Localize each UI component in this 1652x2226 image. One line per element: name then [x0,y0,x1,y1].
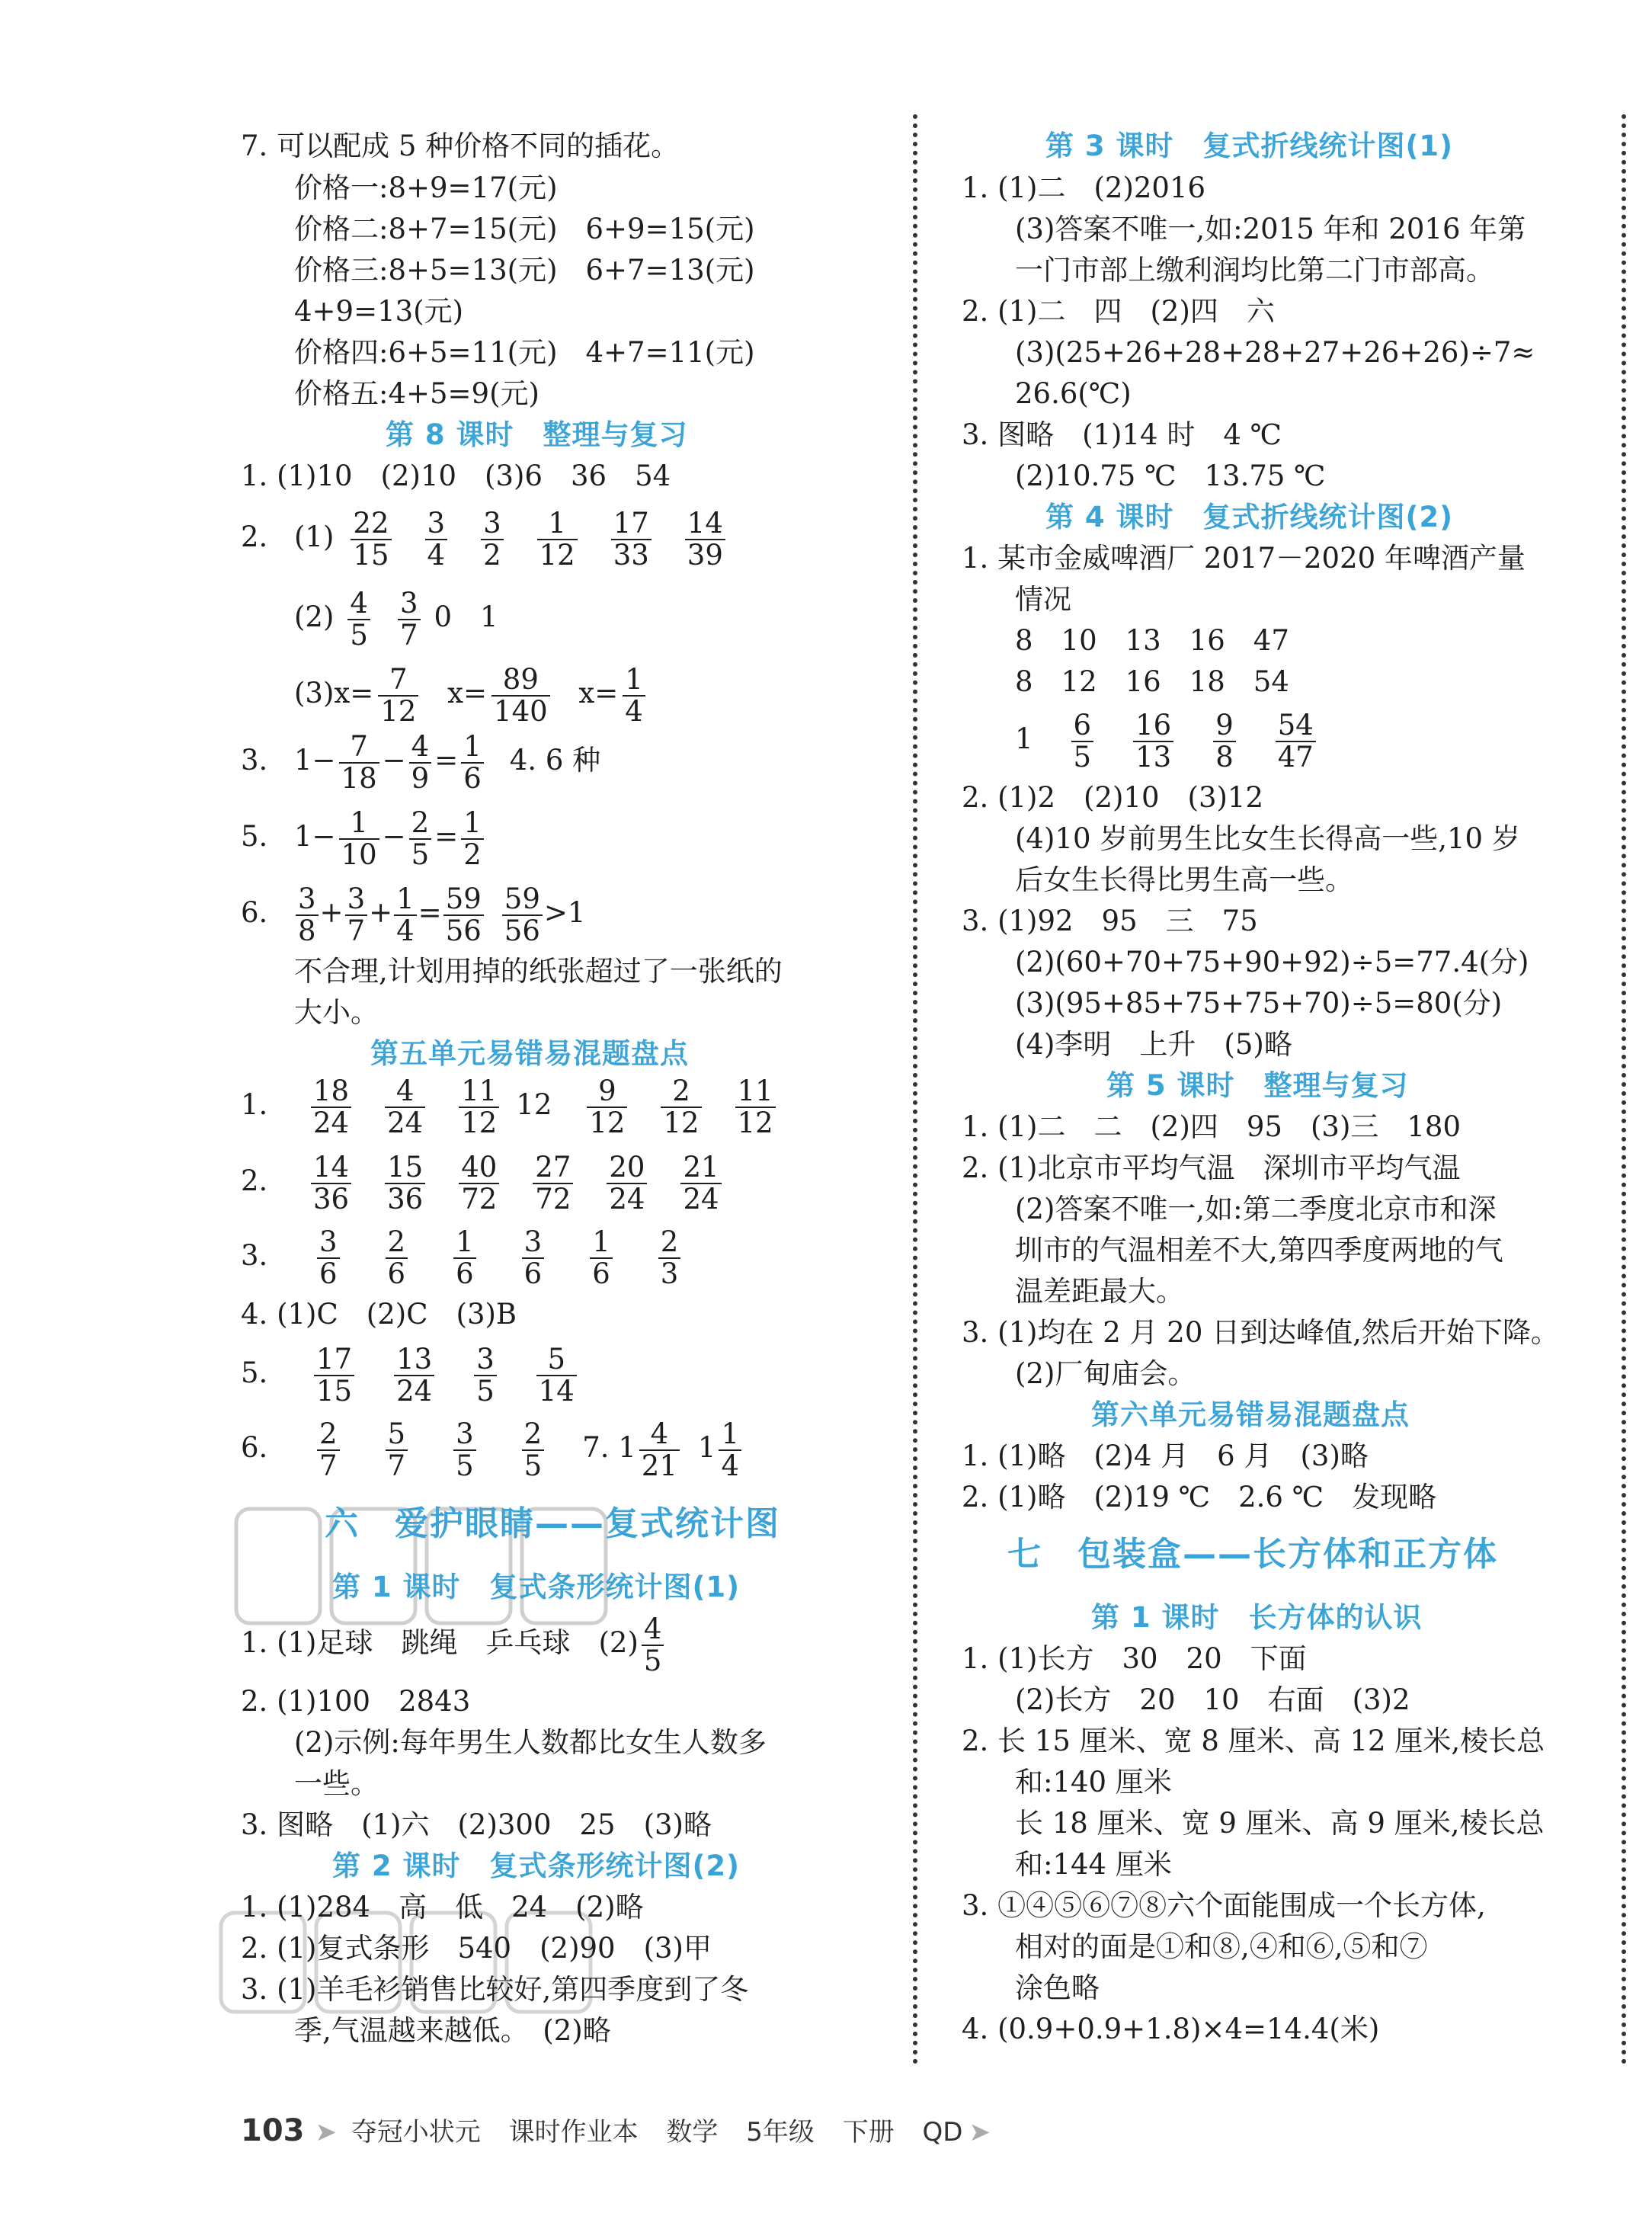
equation-text: x= [334,677,374,709]
equation-text: = [434,820,459,853]
question-number: 6. [241,1431,268,1464]
denominator: 15 [353,538,389,572]
denominator: 39 [687,538,723,572]
answer-line: 大小。 [294,996,379,1029]
denominator: 24 [313,1106,350,1139]
denominator: 4 [625,694,643,728]
answer-line: 8 12 16 18 54 [1015,665,1289,698]
numerator: 4 [642,1614,664,1646]
answer-line: 和:144 厘米 [1015,1848,1172,1881]
fraction [491,662,550,728]
answer-line: 2. (1)100 2843 [241,1685,471,1718]
denominator: 24 [387,1106,424,1139]
numerator: 54 [1276,710,1316,742]
numerator: 14 [311,1152,351,1184]
numerator: 16 [1133,710,1173,742]
denominator: 7 [347,914,366,947]
fraction [459,1076,499,1139]
numerator: 18 [311,1076,351,1108]
answer-line: 和:140 厘米 [1015,1766,1172,1798]
answer-line: 3. (1)92 95 三 75 [962,905,1258,937]
denominator: 7 [387,1449,406,1482]
fraction [345,884,368,946]
answer-line: 涂色略 [1015,1971,1100,2004]
question-number: 2. [241,520,268,553]
denominator: 12 [539,538,575,572]
section-heading: 第 4 课时 复式折线统计图(2) [1045,501,1454,533]
denominator: 7 [399,618,418,652]
fraction [385,1076,425,1139]
equation-text: − [382,820,406,853]
fraction [339,729,379,795]
numerator: 11 [459,1076,499,1108]
answer-text: 1 [1015,722,1033,755]
arrow-icon: ➤ [315,2117,337,2148]
answer-line: (2)(60+70+75+90+92)÷5=77.4(分) [1015,946,1529,978]
numerator: 1 [339,808,379,840]
page-number: 103 [241,2113,305,2148]
answer-line: 2. (1)复式条形 540 (2)90 (3)甲 [241,1932,712,1965]
denominator: 24 [396,1374,433,1408]
answer-line: 价格二:8+7=15(元) 6+9=15(元) [294,213,755,245]
fraction [378,662,418,728]
answer-line [241,1225,703,1290]
denominator: 5 [411,838,430,871]
denominator: 72 [461,1182,498,1215]
part-label: (1) [294,520,335,553]
fraction [522,1419,545,1481]
right-edge-divider [1622,114,1626,2065]
fraction [536,1344,577,1407]
column-divider [913,114,917,2065]
numerator: 2 [661,1076,701,1108]
answer-text: 1 [697,1431,716,1464]
fraction [461,729,484,795]
question-number: 7. 1 [582,1431,636,1464]
equation-text: = [418,896,442,929]
answer-line: 4. (0.9+0.9+1.8)×4=14.4(米) [962,2013,1380,2045]
denominator: 56 [445,914,482,947]
fraction [409,729,432,795]
question-number: 5. [241,1356,268,1389]
fraction [317,1227,340,1289]
numerator: 1 [461,808,484,840]
answer-line: 一些。 [294,1767,379,1800]
fraction [398,588,421,651]
numerator: 4 [409,732,432,764]
answer-line: 情况 [1015,583,1071,616]
numerator: 1 [537,508,578,540]
fraction [409,808,432,870]
numerator: 22 [351,508,391,540]
denominator: 14 [538,1374,575,1408]
numerator: 17 [314,1344,354,1376]
denominator: 10 [341,838,377,871]
denominator: 7 [319,1449,338,1482]
fraction [685,508,725,571]
denominator: 12 [663,1106,700,1139]
fraction [533,1152,573,1215]
numerator: 13 [394,1344,434,1376]
equation-text: − [382,744,406,777]
numerator: 3 [453,1419,476,1451]
denominator: 2 [463,838,482,871]
fraction [642,1614,664,1677]
answer-line: (3)(95+85+75+75+70)÷5=80(分) [1015,987,1503,1020]
answer-line [241,586,498,652]
section-heading: 第六单元易错易混题盘点 [1091,1398,1410,1431]
fraction [587,1076,627,1139]
fraction [311,1152,351,1215]
numerator: 1 [461,732,484,764]
edition: QD [922,2117,963,2148]
numerator: 1 [719,1419,741,1451]
numerator: 3 [522,1227,545,1259]
answer-line [241,806,487,871]
book-title: 课时作业本 [508,2117,639,2148]
numerator: 2 [386,1227,408,1259]
brand-name: 夺冠小状元 [351,2117,481,2148]
denominator: 72 [535,1182,571,1215]
denominator: 13 [1135,740,1172,773]
fraction [474,1344,497,1407]
denominator: 6 [592,1257,610,1290]
answer-line: 一门市部上缴利润均比第二门市部高。 [1015,254,1494,287]
fraction [639,1419,680,1481]
denominator: 5 [350,618,368,652]
arrow-icon: ➤ [968,2117,991,2148]
answer-line: 1. (1)284 高 低 24 (2)略 [241,1891,644,1923]
equation-text: = [434,744,459,777]
fraction [339,808,379,870]
denominator: 15 [316,1374,353,1408]
answer-line: 2. (1)北京市平均气温 深圳市平均气温 [962,1151,1461,1184]
denominator: 6 [456,1257,474,1290]
numerator: 2 [317,1419,340,1451]
answer-line: 温差距最大。 [1015,1275,1184,1308]
grade: 5年级 [746,2117,815,2148]
answer-line: 1. (1)二 二 (2)四 95 (3)三 180 [962,1110,1461,1143]
answer-text: 1. (1)足球 跳绳 乒乓球 (2) [241,1626,639,1659]
answer-line: 价格一:8+9=17(元) [294,171,558,204]
denominator: 3 [660,1257,679,1290]
denominator: 36 [387,1182,424,1215]
fraction [719,1419,741,1481]
denominator: 140 [494,694,548,728]
answer-line: 1. 某市金威啤酒厂 2017－2020 年啤酒产量 [962,542,1526,575]
question-number: 5. [241,820,268,853]
part-label: (2) [294,601,335,633]
numerator: 17 [611,508,652,540]
answer-line [241,1074,792,1139]
fraction [1213,710,1236,773]
answer-line: 相对的面是①和⑧,④和⑥,⑤和⑦ [1015,1930,1428,1963]
fraction [443,884,484,946]
question-number: 6. [241,896,268,929]
denominator: 8 [298,914,316,947]
subject: 数学 [666,2117,719,2148]
answer-line [962,708,1336,773]
fraction [1071,710,1094,773]
denominator: 24 [683,1182,719,1215]
numerator: 3 [481,508,504,540]
answer-line [241,1417,744,1482]
fraction [296,884,319,946]
denominator: 33 [613,538,649,572]
answer-line [241,662,650,728]
numerator: 11 [735,1076,776,1108]
fraction [481,508,504,571]
fraction [394,884,417,946]
denominator: 36 [313,1182,350,1215]
answer-line: 3. 图略 (1)14 时 4 ℃ [962,418,1282,451]
fraction [461,808,484,870]
section-heading: 第五单元易错易混题盘点 [370,1037,689,1070]
denominator: 9 [411,761,430,795]
answer-line [241,506,742,572]
answer-line: 8 10 13 16 47 [1015,624,1289,657]
answer-line: 1. (1)略 (2)4 月 6 月 (3)略 [962,1440,1369,1472]
part-label: (3) [294,677,335,709]
answer-line: 3. (1)均在 2 月 20 日到达峰值,然后开始下降。 [962,1316,1559,1349]
denominator: 12 [589,1106,626,1139]
answer-line: 2. 长 15 厘米、宽 8 厘米、高 12 厘米,棱长总 [962,1725,1545,1757]
answer-line: 3. ①④⑤⑥⑦⑧六个面能围成一个长方体, [962,1889,1486,1922]
denominator: 24 [609,1182,645,1215]
numerator: 40 [459,1152,499,1184]
question-number: 3. [241,1239,268,1272]
answer-line: 1. (1)长方 30 20 下面 [962,1642,1307,1675]
numerator: 59 [502,884,543,916]
denominator: 6 [463,761,482,795]
equation-text: + [369,896,393,929]
answer-line: (2)示例:每年男生人数都比女生人数多 [294,1726,767,1759]
answer-line: 价格四:6+5=11(元) 4+7=11(元) [294,336,755,369]
question-number: 2. [241,1164,268,1197]
fraction [611,508,652,571]
fraction [590,1227,613,1289]
fraction [680,1152,721,1215]
answer-line [241,882,586,947]
section-heading: 第 2 课时 复式条形统计图(2) [332,1850,741,1882]
answer-line: 后女生长得比男生高一些。 [1015,863,1353,896]
fraction [351,508,391,571]
fraction [311,1076,351,1139]
equation-text: x= [447,677,488,709]
denominator: 8 [1215,740,1234,773]
numerator: 3 [317,1227,340,1259]
numerator: 15 [385,1152,425,1184]
fraction [1276,710,1316,773]
answer-line: 长 18 厘米、宽 9 厘米、高 9 厘米,棱长总 [1015,1807,1545,1840]
answer-line: (2)长方 20 10 右面 (3)2 [1015,1683,1410,1716]
numerator: 9 [587,1076,627,1108]
denominator: 6 [387,1257,406,1290]
equation-text: 1− [294,820,336,853]
fraction [607,1152,647,1215]
term: 下册 [842,2117,895,2148]
answer-line: 4. (1)C (2)C (3)B [241,1298,517,1331]
fraction [735,1076,776,1139]
denominator: 5 [456,1449,474,1482]
answer-line: (4)10 岁前男生比女生长得高一些,10 岁 [1015,822,1520,855]
denominator: 21 [641,1449,677,1482]
answer-line: 价格三:8+5=13(元) 6+7=13(元) [294,254,755,287]
numerator: 2 [658,1227,681,1259]
fraction [347,588,370,651]
answer-text: 0 1 [434,601,498,633]
fraction [658,1227,681,1289]
numerator: 2 [409,808,432,840]
denominator: 5 [476,1374,495,1408]
numerator: 1 [623,665,645,697]
unit-heading: 六 爱护眼睛——复式统计图 [325,1504,780,1543]
answer-line: (3)(25+26+28+28+27+26+26)÷7≈ [1015,336,1535,369]
fraction [314,1344,354,1407]
section-heading: 第 1 课时 长方体的认识 [1091,1601,1423,1634]
answer-line [241,1612,667,1677]
denominator: 12 [737,1106,773,1139]
answer-line: (2)厂甸庙会。 [1015,1357,1196,1390]
answer-line: 1. (1)10 (2)10 (3)6 36 54 [241,460,671,492]
fraction [394,1344,434,1407]
denominator: 4 [396,914,415,947]
numerator: 59 [443,884,484,916]
fraction [385,1152,425,1215]
numerator: 3 [296,884,319,916]
numerator: 89 [491,665,550,697]
numerator: 3 [345,884,368,916]
denominator: 12 [380,694,417,728]
numerator: 7 [339,732,379,764]
answer-line: 2. (1)二 四 (2)四 六 [962,295,1275,328]
numerator: 14 [685,508,725,540]
answer-line: 7. 可以配成 5 种价格不同的插花。 [241,130,680,162]
question-number: 3. [241,744,268,777]
equation-text: x= [578,677,619,709]
numerator: 27 [533,1152,573,1184]
question-number: 1. [241,1088,268,1121]
numerator: 4 [385,1076,425,1108]
answer-line: 3. (1)羊毛衫销售比较好,第四季度到了冬 [241,1973,749,2006]
unit-heading: 七 包装盒——长方体和正方体 [1007,1535,1498,1574]
denominator: 6 [319,1257,338,1290]
answer-line: 4+9=13(元) [294,295,464,328]
page-footer [241,2111,997,2148]
numerator: 1 [453,1227,476,1259]
section-heading: 第 5 课时 整理与复习 [1106,1069,1409,1102]
answer-line: 26.6(℃) [1015,377,1132,410]
fraction [453,1227,476,1289]
equation-text: >1 [543,896,586,929]
answer-line: 2. (1)2 (2)10 (3)12 [962,781,1263,814]
fraction [459,1152,499,1215]
fraction [537,508,578,571]
numerator: 7 [378,665,418,697]
answer-line: (2)答案不唯一,如:第二季度北京市和深 [1015,1193,1497,1225]
fraction [317,1419,340,1481]
numerator: 1 [394,884,417,916]
answer-line [241,1342,597,1408]
denominator: 5 [523,1449,543,1482]
answer-line: 3. 图略 (1)六 (2)300 25 (3)略 [241,1808,712,1841]
numerator: 4 [639,1419,680,1451]
denominator: 5 [1073,740,1092,773]
fraction [522,1227,545,1289]
denominator: 4 [427,538,446,572]
answer-line: (3)答案不唯一,如:2015 年和 2016 年第 [1015,213,1526,245]
section-heading: 第 8 课时 整理与复习 [386,418,688,451]
denominator: 18 [341,761,377,795]
answer-line [241,1150,738,1215]
numerator: 6 [1071,710,1094,742]
equation-text: + [319,896,344,929]
fraction [453,1419,476,1481]
numerator: 5 [536,1344,577,1376]
numerator: 3 [425,508,448,540]
answer-line: 圳市的气温相差不大,第四季度两地的气 [1015,1234,1503,1267]
answer-line: 2. (1)略 (2)19 ℃ 2.6 ℃ 发现略 [962,1481,1437,1513]
fraction [502,884,543,946]
numerator: 5 [386,1419,408,1451]
numerator: 4 [347,588,370,620]
numerator: 21 [680,1152,721,1184]
answer-line: 不合理,计划用掉的纸张超过了一张纸的 [294,955,783,988]
fraction [1133,710,1173,773]
answer-line: (2)10.75 ℃ 13.75 ℃ [1015,460,1326,492]
denominator: 4 [721,1449,739,1482]
answer-text: 12 [516,1088,552,1121]
answer-line: 价格五:4+5=9(元) [294,377,539,410]
denominator: 2 [483,538,501,572]
denominator: 56 [504,914,540,947]
numerator: 3 [398,588,421,620]
fraction [386,1227,408,1289]
denominator: 47 [1277,740,1314,773]
answer-text: 4. 6 种 [509,744,601,777]
answer-line: 季,气温越来越低。 (2)略 [294,2014,611,2047]
answer-line [241,729,601,795]
numerator: 3 [474,1344,497,1376]
numerator: 2 [522,1419,545,1451]
equation-text: 1− [294,744,336,777]
numerator: 1 [590,1227,613,1259]
answer-line: 1. (1)二 (2)2016 [962,171,1206,204]
denominator: 12 [461,1106,498,1139]
section-heading: 第 3 课时 复式折线统计图(1) [1045,130,1454,162]
fraction [623,662,645,728]
numerator: 20 [607,1152,647,1184]
denominator: 5 [643,1644,662,1677]
fraction [386,1419,408,1481]
fraction [661,1076,701,1139]
fraction [425,508,448,571]
denominator: 6 [523,1257,543,1290]
section-heading: 第 1 课时 复式条形统计图(1) [332,1571,741,1603]
answer-line: (4)李明 上升 (5)略 [1015,1028,1292,1061]
numerator: 9 [1213,710,1236,742]
